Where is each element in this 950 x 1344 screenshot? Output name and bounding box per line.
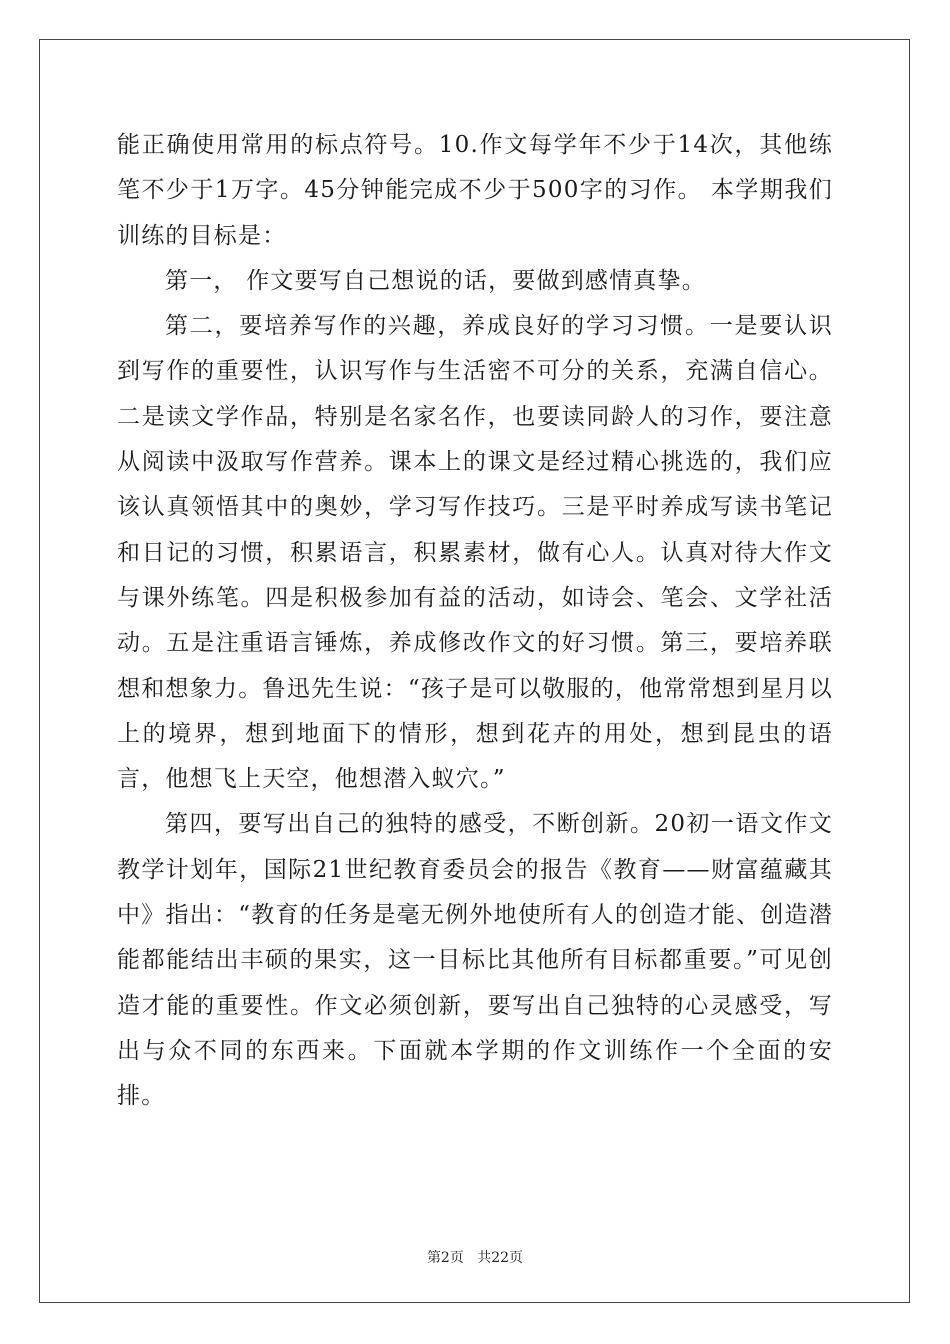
page-number: 第2页	[426, 1250, 464, 1266]
page-footer	[0, 1247, 950, 1267]
paragraph-continuation: 能正确使用常用的标点符号。10.作文每学年不少于14次，其他练笔不少于1万字。45分钟能完成不少于500字的习作。 本学期我们训练的目标是：	[117, 132, 833, 249]
document-body	[117, 123, 833, 1120]
paragraph-goal-one: 第一， 作文要写自己想说的话，要做到感情真挚。	[165, 267, 706, 294]
page-total: 共22页	[477, 1250, 524, 1266]
paragraph-goal-two-three: 第二，要培养写作的兴趣，养成良好的学习习惯。一是要认识到写作的重要性，认识写作与生活密不可分的关系，充满自信心。二是读文学作品，特别是名家名作，也要读同龄人的习作，要注意从阅读中汲取写作营养。课本上的课文是经过精心挑选的，我们应该认真领悟其中的奥妙，学习写作技巧。三是平时养成写读书笔记和日记的习惯，积累语言，积累素材，做有心人。认真对待大作文与课外练笔。四是积极参加有益的活动，如诗会、笔会、文学社活动。五是注重语言锤炼，养成修改作文的好习惯。第三，要培养联想和想象力。鲁迅先生说：“孩子是可以敬服的，他常常想到星月以上的境界，想到地面下的情形，想到花卉的用处，想到昆虫的语言，他想飞上天空，他想潜入蚁穴。”	[117, 313, 833, 793]
paragraph-goal-four: 第四，要写出自己的独特的感受，不断创新。20初一语文作文教学计划年，国际21世纪教育委员会的报告《教育——财富蕴藏其中》指出：“教育的任务是毫无例外地使所有人的创造才能、创造潜能都能结出丰硕的果实，这一目标比其他所有目标都重要。”可见创造才能的重要性。作文必须创新，要写出自己独特的心灵感受，写出与众不同的东西来。下面就本学期的作文训练作一个全面的安排。	[117, 811, 833, 1110]
